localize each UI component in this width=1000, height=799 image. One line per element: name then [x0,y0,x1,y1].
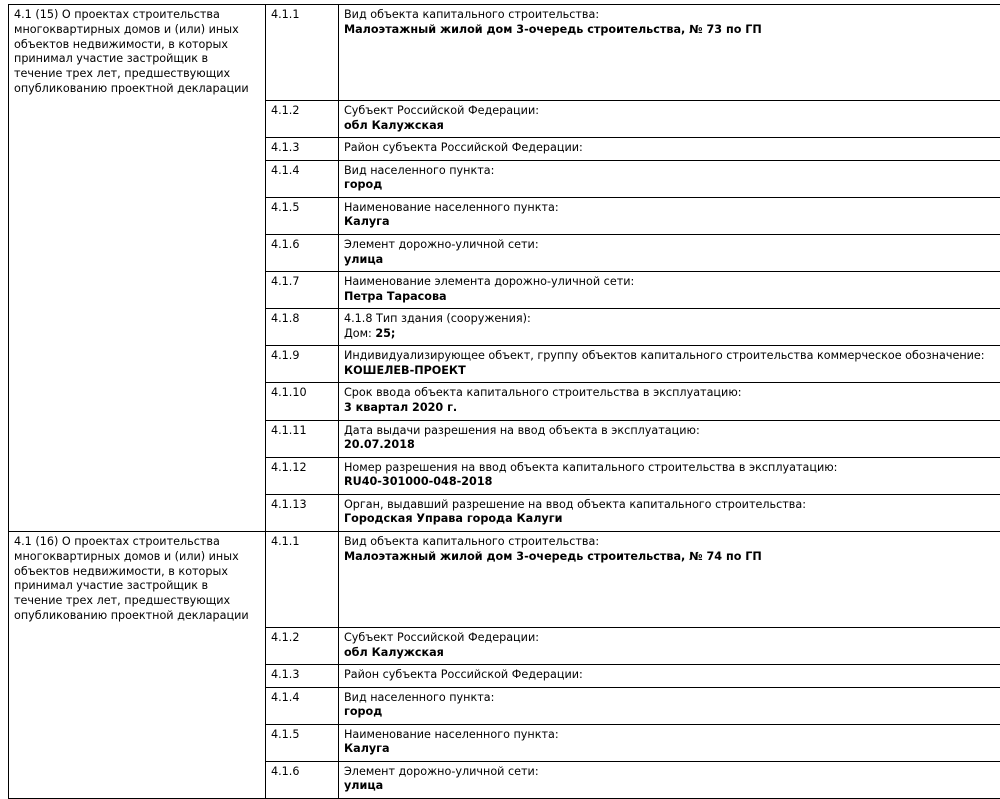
row-value: Малоэтажный жилой дом 3-очередь строительства, № 73 по ГП [344,23,1000,38]
section-label: 4.1 (15) О проектах строительства многоквартирных домов и (или) иных объектов недвижимости, в которых принимал участие застройщик в течение трех лет, предшествующих опубликованию проектной декларации [14,8,260,97]
row-value: обл Калужская [344,119,1000,134]
row-subvalue [344,327,1000,342]
row-label: Субъект Российской Федерации: [344,104,1000,119]
row-code: 4.1.1 [266,531,339,627]
row-content [339,687,1000,724]
row-code: 4.1.4 [266,160,339,197]
row-content [339,383,1000,420]
row-content [339,160,1000,197]
row-content [339,272,1000,309]
row-code: 4.1.8 [266,309,339,346]
row-code: 4.1.7 [266,272,339,309]
row-value: КОШЕЛЕВ-ПРОЕКТ [344,364,1000,379]
row-content [339,234,1000,271]
row-label: Орган, выдавший разрешение на ввод объекта капитального строительства: [344,498,1000,513]
row-label: Срок ввода объекта капитального строительства в эксплуатацию: [344,386,1000,401]
row-value: 20.07.2018 [344,438,1000,453]
row-value: Городская Управа города Калуги [344,512,1000,527]
row-value: обл Калужская [344,646,1000,661]
table-row [9,5,1000,101]
row-label: Индивидуализирующее объект, группу объектов капитального строительства коммерческое обозначение: [344,349,1000,364]
row-label: 4.1.8 Тип здания (сооружения): [344,312,1000,327]
row-label: Дата выдачи разрешения на ввод объекта в эксплуатацию: [344,424,1000,439]
row-content [339,665,1000,688]
row-code: 4.1.3 [266,138,339,161]
row-content [339,197,1000,234]
row-code: 4.1.1 [266,5,339,101]
table-row [9,531,1000,627]
row-label: Элемент дорожно-уличной сети: [344,765,1000,780]
row-label: Субъект Российской Федерации: [344,631,1000,646]
row-label: Район субъекта Российской Федерации: [344,668,1000,683]
row-content [339,309,1000,346]
row-label: Номер разрешения на ввод объекта капитального строительства в эксплуатацию: [344,461,1000,476]
row-code: 4.1.4 [266,687,339,724]
row-code: 4.1.11 [266,420,339,457]
section-header-cell [9,531,266,798]
row-content [339,101,1000,138]
row-label: Район субъекта Российской Федерации: [344,141,1000,156]
row-value: улица [344,779,1000,794]
row-label: Наименование населенного пункта: [344,728,1000,743]
row-label: Вид объекта капитального строительства: [344,535,1000,550]
row-label: Вид объекта капитального строительства: [344,8,1000,23]
project-declaration-table [8,4,1000,799]
row-label: Вид населенного пункта: [344,691,1000,706]
row-code: 4.1.2 [266,627,339,664]
row-value: Калуга [344,742,1000,757]
row-subvalue-label: Дом: [344,327,375,340]
row-content [339,420,1000,457]
row-value: город [344,705,1000,720]
row-code: 4.1.13 [266,494,339,531]
row-value: город [344,178,1000,193]
section-header-cell [9,5,266,532]
row-code: 4.1.6 [266,761,339,798]
row-content [339,627,1000,664]
row-code: 4.1.5 [266,197,339,234]
row-subvalue-value: 25; [375,327,395,340]
row-code: 4.1.9 [266,346,339,383]
row-code: 4.1.10 [266,383,339,420]
row-content [339,531,1000,627]
row-value: улица [344,253,1000,268]
row-value: Калуга [344,215,1000,230]
section-label: 4.1 (16) О проектах строительства многоквартирных домов и (или) иных объектов недвижимости, в которых принимал участие застройщик в течение трех лет, предшествующих опубликованию проектной декларации [14,535,260,624]
row-code: 4.1.3 [266,665,339,688]
row-label: Вид населенного пункта: [344,164,1000,179]
row-content [339,724,1000,761]
row-label: Элемент дорожно-уличной сети: [344,238,1000,253]
row-content [339,346,1000,383]
row-code: 4.1.12 [266,457,339,494]
row-content [339,761,1000,798]
row-content [339,138,1000,161]
row-code: 4.1.5 [266,724,339,761]
row-code: 4.1.2 [266,101,339,138]
row-label: Наименование элемента дорожно-уличной сети: [344,275,1000,290]
row-value: 3 квартал 2020 г. [344,401,1000,416]
row-label: Наименование населенного пункта: [344,201,1000,216]
row-content [339,5,1000,101]
row-value: Петра Тарасова [344,290,1000,305]
row-code: 4.1.6 [266,234,339,271]
row-value: Малоэтажный жилой дом 3-очередь строительства, № 74 по ГП [344,550,1000,565]
row-content [339,457,1000,494]
row-content [339,494,1000,531]
row-value: RU40-301000-048-2018 [344,475,1000,490]
